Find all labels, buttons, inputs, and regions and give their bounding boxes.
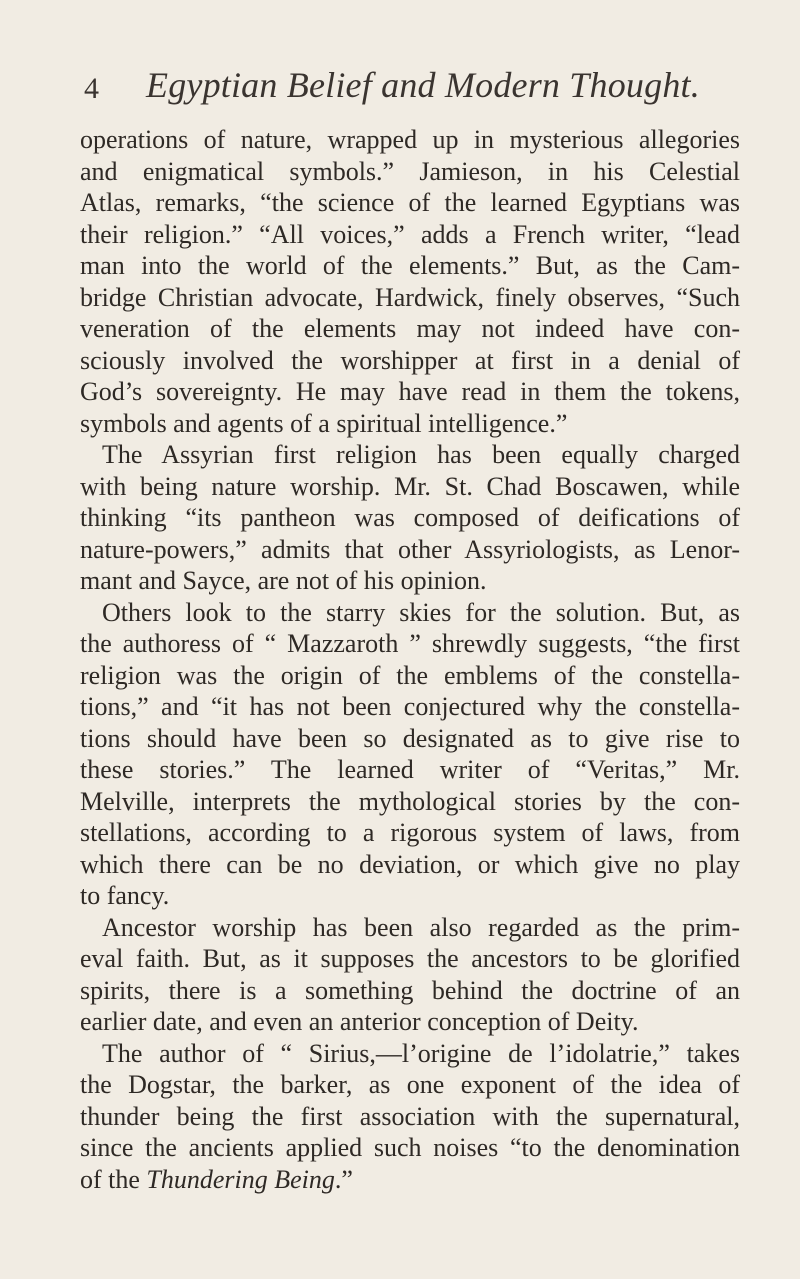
text-line: religion was the origin of the emblems of the constella- bbox=[80, 660, 740, 690]
text-line: Ancestor worship has been also regarded as the prim- bbox=[102, 912, 740, 942]
text-line: man into the world of the elements.” But, as the Cam- bbox=[80, 251, 740, 280]
final-line-suffix: .” bbox=[334, 1164, 353, 1194]
text-line: since the ancients applied such noises “to the denomination bbox=[80, 1133, 740, 1162]
text-line: mant and Sayce, are not of his opinion. bbox=[80, 566, 487, 595]
text-line: Atlas, remarks, “the science of the learned Egyptians was bbox=[80, 188, 740, 217]
text-line: spirits, there is a something behind the doctrine of an bbox=[80, 975, 740, 1005]
text-line: Melville, interprets the mythological stories by the con- bbox=[80, 786, 740, 816]
text-line: symbols and agents of a spiritual intelligence.” bbox=[80, 408, 568, 438]
page-number: 4 bbox=[84, 72, 99, 105]
text-line: The author of “ Sirius,—l’origine de l’idolatrie,” takes bbox=[102, 1038, 740, 1068]
text-line: the Dogstar, the barker, as one exponent of the idea of bbox=[80, 1070, 740, 1099]
text-line: operations of nature, wrapped up in mysterious allegories bbox=[80, 125, 740, 154]
running-head bbox=[84, 64, 744, 114]
text-line: God’s sovereignty. He may have read in them the tokens, bbox=[80, 377, 740, 406]
text-line: tions,” and “it has not been conjectured why the constella- bbox=[80, 692, 740, 721]
text-line: Others look to the starry skies for the solution. But, as bbox=[102, 597, 740, 627]
text-line: and enigmatical symbols.” Jamieson, in his Celestial bbox=[80, 156, 740, 186]
text-line: nature-powers,” admits that other Assyriologists, as Lenor- bbox=[80, 534, 740, 564]
text-line: earlier date, and even an anterior conception of Deity. bbox=[80, 1007, 639, 1036]
text-line: their religion.” “All voices,” adds a French writer, “lead bbox=[80, 219, 740, 249]
text-line: the authoress of “ Mazzaroth ” shrewdly suggests, “the first bbox=[80, 629, 740, 658]
text-line: thunder being the first association with the supernatural, bbox=[80, 1101, 740, 1131]
text-line: eval faith. But, as it supposes the ancestors to be glorified bbox=[80, 944, 740, 973]
text-line: veneration of the elements may not indeed have con- bbox=[80, 314, 740, 343]
text-line-final bbox=[80, 1164, 740, 1196]
final-line-prefix: of the bbox=[80, 1164, 147, 1194]
text-line: with being nature worship. Mr. St. Chad Boscawen, while bbox=[80, 471, 740, 501]
text-line: tions should have been so designated as to give rise to bbox=[80, 723, 740, 753]
text-line: stellations, according to a rigorous system of laws, from bbox=[80, 818, 740, 847]
running-title: Egyptian Belief and Modern Thought. bbox=[146, 65, 700, 105]
body-text bbox=[80, 124, 740, 1195]
text-line: which there can be no deviation, or which give no play bbox=[80, 849, 740, 879]
text-line: thinking “its pantheon was composed of deifications of bbox=[80, 503, 740, 532]
text-line: bridge Christian advocate, Hardwick, finely observes, “Such bbox=[80, 282, 740, 312]
text-line: these stories.” The learned writer of “Veritas,” Mr. bbox=[80, 755, 740, 784]
text-line: The Assyrian first religion has been equally charged bbox=[102, 440, 740, 469]
final-line-italic-title: Thundering Being bbox=[146, 1164, 335, 1194]
text-line: sciously involved the worshipper at first in a denial of bbox=[80, 345, 740, 375]
text-line: to fancy. bbox=[80, 881, 170, 910]
